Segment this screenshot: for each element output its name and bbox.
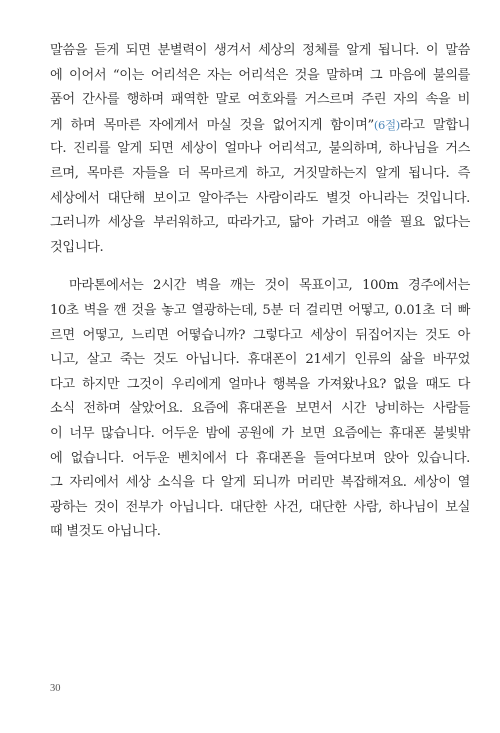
paragraph-gap	[50, 260, 470, 274]
text-line: 니고, 살고 죽는 것도 아닙니다. 휴대폰이 21세기 인류의 삶을 바꾸었	[50, 352, 470, 368]
text-segment: 게 하며 목마른 자에게서 마실 것을 없어지게 함이며”	[50, 117, 374, 133]
text-line: 품어 간사를 행하며 패역한 말로 여호와를 거스르며 주린 자의 속을 비	[50, 92, 470, 108]
text-line: 르면 어떻고, 느리면 어떻습니까? 그렇다고 세상이 뒤집어지는 것도 아	[50, 327, 470, 343]
text-line: 마라톤에서는 2시간 벽을 깨는 것이 목표이고, 100m 경주에서는	[69, 278, 470, 294]
paragraph-2	[50, 274, 470, 545]
text-line: 소식 전하며 살았어요. 요즘에 휴대폰을 보면서 시간 낭비하는 사람들	[50, 401, 470, 417]
text-line: 이 너무 많습니다. 어두운 밤에 공원에 가 보면 요즘에는 휴대폰 불빛밖	[50, 425, 470, 441]
text-line: 르며, 목마른 자들을 더 목마르게 하고, 거짓말하는지 알게 됩니다. 즉	[50, 165, 470, 181]
text-line: 때 별것도 아닙니다.	[50, 524, 161, 540]
text-line: 에 이어서 “이는 어리석은 자는 어리석은 것을 말하며 그 마음에 불의를	[50, 67, 470, 83]
paragraph-1	[50, 39, 470, 260]
text-line: 그러니까 세상을 부러워하고, 따라가고, 닮아 가려고 애쓸 필요 없다는	[50, 215, 470, 231]
text-line: 것입니다.	[50, 239, 104, 255]
body-text	[50, 39, 470, 545]
text-line-with-reference	[50, 113, 470, 138]
text-line: 말씀을 듣게 되면 분별력이 생겨서 세상의 정체를 알게 됩니다. 이 말씀	[50, 43, 470, 58]
text-line: 10초 벽을 깬 것을 놓고 열광하는데, 5분 더 걸리면 어떻고, 0.01초 더 빠	[50, 302, 470, 318]
text-line: 그 자리에서 세상 소식을 다 알게 되니까 머리만 복잡해져요. 세상이 열	[50, 475, 470, 491]
verse-reference: (6절)	[373, 117, 400, 132]
text-line: 세상에서 대단해 보이고 알아주는 사람이라도 별것 아니라는 것입니다.	[50, 190, 470, 206]
text-line: 다고 하지만 그것이 우리에게 얼마나 행복을 가져왔나요? 없을 때도 다	[50, 376, 470, 392]
page-number: 30	[50, 683, 61, 694]
text-line: 광하는 것이 전부가 아닙니다. 대단한 사건, 대단한 사람, 하나님이 보실	[50, 499, 470, 515]
text-segment: 라고 말합니	[399, 117, 470, 133]
text-line: 다. 진리를 알게 되면 세상이 얼마나 어리석고, 불의하며, 하나님을 거스	[50, 141, 470, 157]
text-line: 에 없습니다. 어두운 벤치에서 다 휴대폰을 들여다보며 앉아 있습니다.	[50, 450, 470, 466]
